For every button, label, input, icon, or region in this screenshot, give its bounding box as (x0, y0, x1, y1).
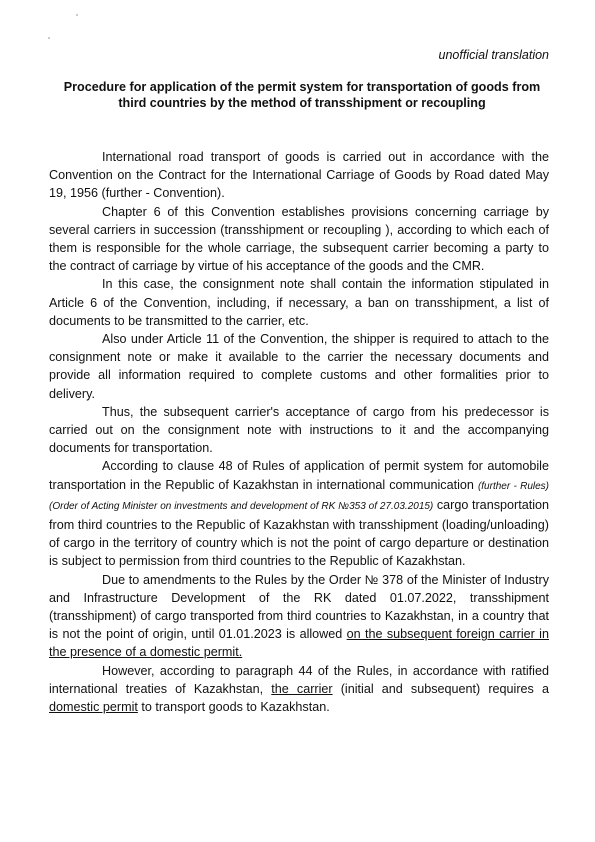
underlined-carrier: the carrier (271, 681, 333, 696)
paragraph-acceptance: Thus, the subsequent carrier's acceptance of cargo from his predecessor is carried out on the consignment note with instructions to it and the accompanying documents for transportation. (49, 404, 549, 456)
document-title: Procedure for application of the permit system for transportation of goods from third countries by the method of transshipment or recoupling (63, 80, 541, 110)
paragraph-article-11: Also under Article 11 of the Convention, the shipper is required to attach to the consignment note or make it available to the carrier the necessary documents and provide all information required to complete customs and other formalities prior to delivery. (49, 332, 549, 401)
translation-note: unofficial translation (438, 48, 549, 62)
paragraph-amendments: Due to amendments to the Rules by the Order № 378 of the Minister of Industry and Infrastructure Development of the RK dated 01.07.2022, transshipment (transshipment) of cargo transported from third countries to Kazakhstan, in a country that is not the point of origin, until 01.01.2023 is allowed on the subsequent foreign carrier in the presence of a domestic permit. (49, 572, 549, 660)
scan-speck (48, 37, 50, 39)
paragraph-chapter-6: Chapter 6 of this Convention establishes provisions concerning carriage by several carriers in succession (transshipment or recoupling ), according to which each of them is responsible for the whole carriage, the subsequent carrier becoming a party to the contract of carriage by virtue of his acceptance of the goods and the CMR. (49, 204, 549, 274)
underlined-domestic-permit: domestic permit (49, 700, 138, 715)
rules-reference: (further - Rules) (Order of Acting Minister on investments and development of RK №353 of 27.03.2015) (49, 480, 550, 512)
scan-speck (76, 14, 78, 16)
paragraph-44: However, according to paragraph 44 of the Rules, in accordance with ratified international treaties of Kazakhstan, the carrier (initial and subsequent) requires a domestic permit to transport goods to Kazakhstan. (49, 663, 549, 715)
paragraph-consignment-note: In this case, the consignment note shall contain the information stipulated in Article 6 of the Convention, including, if necessary, a ban on transshipment, a list of documents to be transmitted to the carrier, etc. (49, 277, 549, 328)
paragraph-clause-48: According to clause 48 of Rules of application of permit system for automobile transportation in the Republic of Kazakhstan in international communication (further - Rules) (Order of Acting Minister on investments and development of RK №353 of 27.03.2015) cargo transportation from third countries to the Republic of Kazakhstan with transshipment (loading/unloading) of cargo in the territory of country which is not the point of cargo departure or destination is subject to permission from third countries to the Republic of Kazakhstan. (49, 459, 550, 569)
underlined-phrase: on the subsequent foreign carrier in the presence of a domestic permit. (49, 627, 549, 660)
document-body (49, 148, 549, 716)
paragraph-convention: International road transport of goods is carried out in accordance with the Convention on the Contract for the International Carriage of Goods by Road dated May 19, 1956 (further - Convention). (49, 150, 549, 201)
